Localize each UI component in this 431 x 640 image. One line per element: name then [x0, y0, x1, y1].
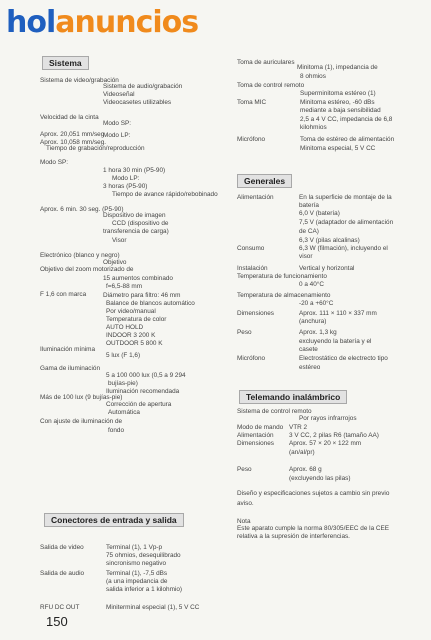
spec-line: Vertical y horizontal [299, 265, 355, 272]
section-header-conectores: Conectores de entrada y salida [44, 513, 184, 527]
section-header-telemando: Telemando inalámbrico [239, 390, 347, 404]
spec-line: 3 horas (P5-90) [103, 183, 148, 190]
spec-line: Velocidad de la cinta [40, 114, 99, 121]
spec-line: Dimensiones [237, 440, 274, 447]
spec-line: Toma MIC [237, 99, 267, 106]
spec-line: Aprox. 68 g [289, 466, 322, 473]
spec-line: (anchura) [299, 318, 327, 325]
spec-line: (an/al/pr) [289, 449, 315, 456]
spec-line: 6,3 V (pilas alcalinas) [299, 237, 360, 244]
spec-line: Diseño y especificaciones sujetos a cambio sin previo [237, 490, 390, 497]
spec-line: Minitoma (1), impedancia de [297, 64, 378, 71]
spec-line: Modo LP: [112, 175, 140, 182]
spec-line: aviso. [237, 500, 254, 507]
spec-line: (a una impedancia de [106, 578, 168, 585]
spec-line: Aprox. 111 × 110 × 337 mm [299, 310, 377, 317]
spec-line: Sistema de control remoto [237, 408, 312, 415]
spec-line: 5 lux (F 1,6) [106, 352, 141, 359]
spec-line: Aprox. 1,3 kg [299, 329, 337, 336]
spec-line: Electrostático de electrecto tipo [299, 355, 388, 362]
spec-line: Automática [108, 409, 140, 416]
spec-line: Sistema de video/grabación [40, 77, 119, 84]
spec-line: 6,3 W (filmación), incluyendo el [299, 245, 388, 252]
spec-line: Toma de control remoto [237, 82, 305, 89]
spec-line: Objetivo [103, 259, 127, 266]
spec-line: Minitoma estéreo, -60 dBs [300, 99, 375, 106]
spec-line: Electrónico (blanco y negro) [40, 252, 120, 259]
spec-line: Videoseñal [103, 91, 135, 98]
spec-line: visor [299, 253, 313, 260]
spec-line: F 1,6 con marca [40, 291, 87, 298]
spec-line: INDOOR 3 200 K [106, 332, 156, 339]
spec-line: Toma de estéreo de alimentación [300, 136, 395, 143]
spec-line: Peso [237, 466, 252, 473]
spec-line: Corrección de apertura [106, 401, 172, 408]
spec-line: Toma de auriculares [237, 59, 295, 66]
spec-line: de CA) [299, 228, 319, 235]
spec-line: Tiempo de avance rápido/rebobinado [112, 191, 218, 198]
spec-line: 8 ohmios [300, 73, 326, 80]
spec-line: OUTDOOR 5 800 K [106, 340, 163, 347]
spec-line: Por rayos infrarrojos [299, 415, 357, 422]
spec-line: 1 hora 30 min (P5-90) [103, 167, 166, 174]
spec-line: (excluyendo las pilas) [289, 475, 351, 482]
spec-line: Minitoma especial, 5 V CC [300, 145, 376, 152]
spec-line: Aprox. 57 × 20 × 122 mm [289, 440, 362, 447]
spec-line: Salida de audio [40, 570, 85, 577]
spec-line: estéreo [299, 364, 321, 371]
spec-line: En la superficie de montaje de la [299, 194, 392, 201]
spec-line: Miniterminal especial (1), 5 V CC [106, 604, 200, 611]
spec-line: CCD (dispositivo de [112, 220, 169, 227]
spec-line: VTR 2 [289, 424, 308, 431]
spec-line: Modo LP: [103, 132, 131, 139]
spec-line: Por video/manual [106, 308, 156, 315]
spec-line: excluyendo la batería y el [299, 338, 372, 345]
spec-line: Micrófono [237, 355, 266, 362]
spec-line: Alimentación [237, 432, 274, 439]
spec-line: Instalación [237, 265, 268, 272]
spec-line: Salida de video [40, 544, 84, 551]
spec-line: Terminal (1), -7,5 dBs [106, 570, 168, 577]
spec-line: Dispositivo de imagen [103, 212, 166, 219]
spec-line: mediante a baja sensibilidad [300, 107, 381, 114]
spec-line: salida inferior a 1 kilohmio) [106, 586, 183, 593]
spec-line: transferencia de carga) [103, 228, 169, 235]
spec-line: 2,5 a 4 V CC, impedancia de 6,8 [300, 116, 393, 123]
spec-line: Tiempo de grabación/reproducción [46, 145, 145, 152]
spec-line: Diámetro para filtro: 46 mm [103, 292, 181, 299]
spec-line: kilohmios [300, 124, 327, 131]
spec-line: Modo de mando [237, 424, 284, 431]
spec-line: 5 a 100 000 lux (0,5 a 9 294 [106, 372, 186, 379]
spec-line: 6,0 V (batería) [299, 210, 340, 217]
spec-line: 0 a 40°C [299, 281, 324, 288]
spec-line: batería [299, 202, 319, 209]
spec-line: sincronismo negativo [106, 560, 167, 567]
spec-line: 15 aumentos combinado [103, 275, 173, 282]
spec-line: Dimensiones [237, 310, 274, 317]
spec-line: f=6,5-88 mm [106, 283, 143, 290]
spec-line: casete [299, 346, 318, 353]
spec-line: Sistema de audio/grabación [103, 83, 183, 90]
spec-line: Temperatura de almacenamiento [237, 292, 331, 299]
section-header-sistema: Sistema [42, 56, 89, 70]
spec-line: Superminitoma estéreo (1) [300, 90, 376, 97]
spec-line: Con ajuste de iluminación de [40, 418, 123, 425]
page-number: 150 [46, 614, 68, 629]
spec-line: Micrófono [237, 136, 266, 143]
spec-line: 3 V CC, 2 pilas R6 (tamaño AA) [289, 432, 379, 439]
spec-line: 7,5 V (adaptador de alimentación [299, 219, 394, 226]
spec-line: relativa a la supresión de interferencias. [237, 533, 350, 540]
spec-line: -20 a +60°C [299, 300, 334, 307]
spec-line: Iluminación recomendada [106, 388, 180, 395]
spec-line: bujías-pie) [108, 380, 138, 387]
spec-line: Más de 100 lux (9 bujías-pie) [40, 394, 123, 401]
spec-line: Nota [237, 518, 251, 525]
spec-line: RFU DC OUT [40, 604, 80, 611]
spec-line: Gama de iluminación [40, 365, 101, 372]
spec-line: Aprox. 6 min. 30 seg. (P5-90) [40, 206, 124, 213]
spec-line: Alimentación [237, 194, 274, 201]
spec-line: Temperatura de color [106, 316, 167, 323]
spec-line: Temperatura de funcionamiento [237, 273, 327, 280]
spec-line: Iluminación mínima [40, 346, 96, 353]
spec-line: Aprox. 20,051 mm/seg. [40, 131, 107, 138]
spec-line: Modo SP: [103, 120, 132, 127]
spec-line: Balance de blancos automático [106, 300, 195, 307]
spec-line: Peso [237, 329, 252, 336]
spec-line: AUTO HOLD [106, 324, 144, 331]
spec-line: fondo [108, 427, 124, 434]
spec-line: Aprox. 10,058 mm/seg. [40, 139, 107, 146]
spec-line: Modo SP: [40, 159, 69, 166]
spec-line: Este aparato cumple la norma 80/305/EEC de la CEE [237, 525, 390, 532]
spec-line: 75 ohmios, desequilibrado [106, 552, 181, 559]
spec-line: Objetivo del zoom motorizado de [40, 266, 134, 273]
section-header-generales: Generales [237, 174, 292, 188]
spec-line: Visor [112, 237, 127, 244]
spec-line: Videocasetes utilizables [103, 99, 172, 106]
spec-line: Terminal (1), 1 Vp-p [106, 544, 163, 551]
spec-line: Consumo [237, 245, 265, 252]
site-logo: holanuncios [6, 5, 199, 40]
